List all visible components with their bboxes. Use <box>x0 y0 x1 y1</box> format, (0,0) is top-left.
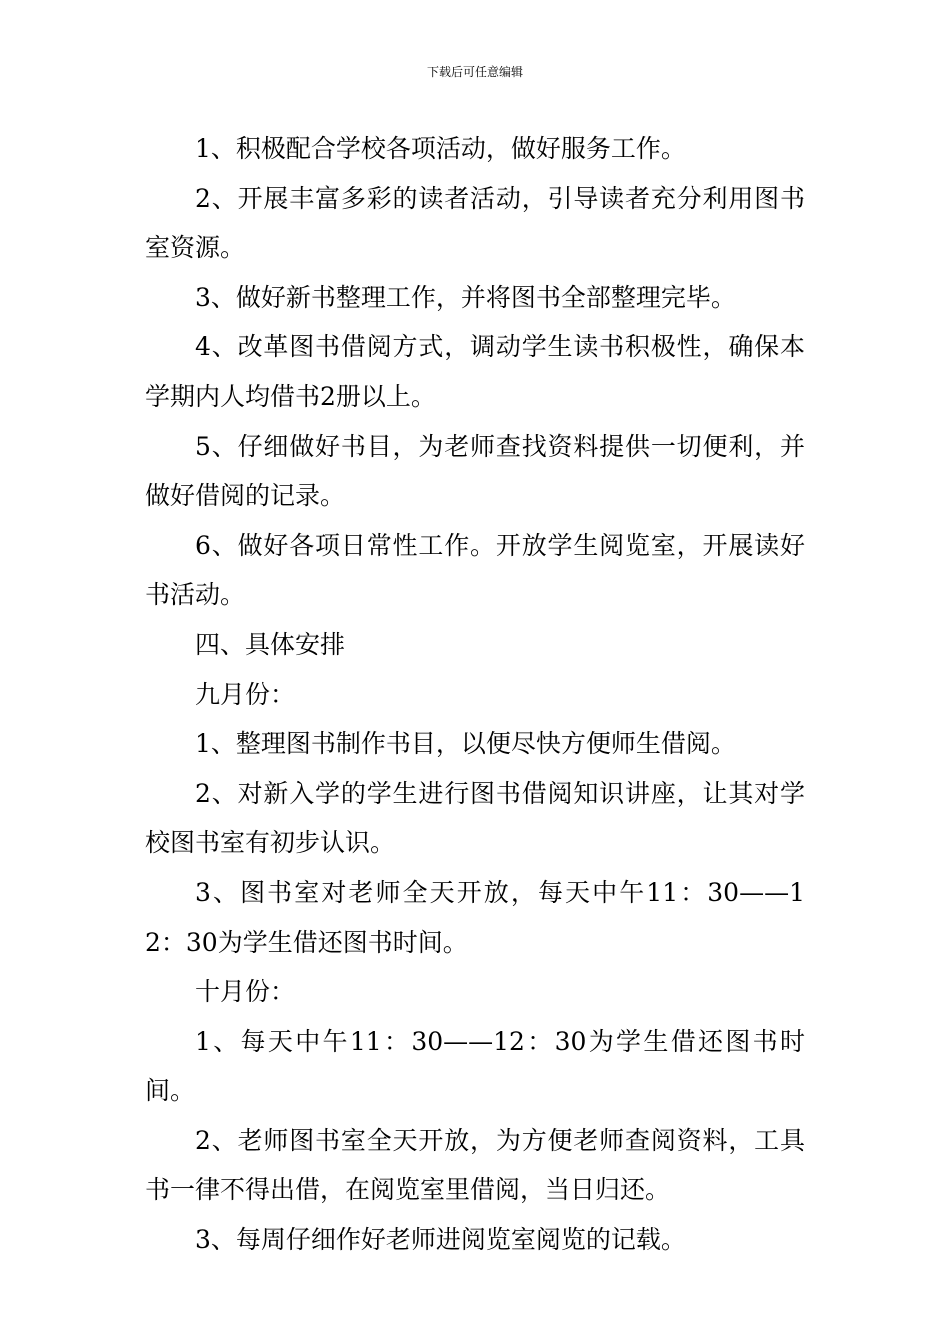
paragraph-2: 2、开展丰富多彩的读者活动，引导读者充分利用图书室资源。 <box>145 183 805 263</box>
september-item-1: 1、整理图书制作书目，以便尽快方便师生借阅。 <box>195 729 736 759</box>
paragraph-3: 3、做好新书整理工作，并将图书全部整理完毕。 <box>195 282 736 312</box>
month-heading-september: 九月份： <box>195 679 296 709</box>
september-item-2: 2、对新入学的学生进行图书借阅知识讲座，让其对学校图书室有初步认识。 <box>145 778 805 858</box>
paragraph-1: 1、积极配合学校各项活动，做好服务工作。 <box>195 134 686 163</box>
page-header: 下载后可任意编辑 <box>426 65 523 79</box>
month-heading-october: 十月份： <box>195 977 296 1007</box>
october-item-3: 3、每周仔细作好老师进阅览室阅览的记载。 <box>195 1225 686 1255</box>
paragraph-6: 6、做好各项日常性工作。开放学生阅览室，开展读好书活动。 <box>145 530 805 610</box>
october-item-2: 2、老师图书室全天开放，为方便老师查阅资料，工具书一律不得出借，在阅览室里借阅，当日归还。 <box>145 1125 805 1205</box>
paragraph-4: 4、改革图书借阅方式，调动学生读书积极性，确保本学期内人均借书2册以上。 <box>145 332 805 411</box>
document-body <box>145 124 805 1265</box>
paragraph-5: 5、仔细做好书目，为老师查找资料提供一切便利，并做好借阅的记录。 <box>145 431 805 511</box>
september-item-3: 3、图书室对老师全天开放，每天中午11：30——12：30为学生借还图书时间。 <box>145 877 805 957</box>
october-item-1: 1、每天中午11：30——12：30为学生借还图书时间。 <box>145 1026 805 1106</box>
section-heading: 四、具体安排 <box>195 629 346 659</box>
